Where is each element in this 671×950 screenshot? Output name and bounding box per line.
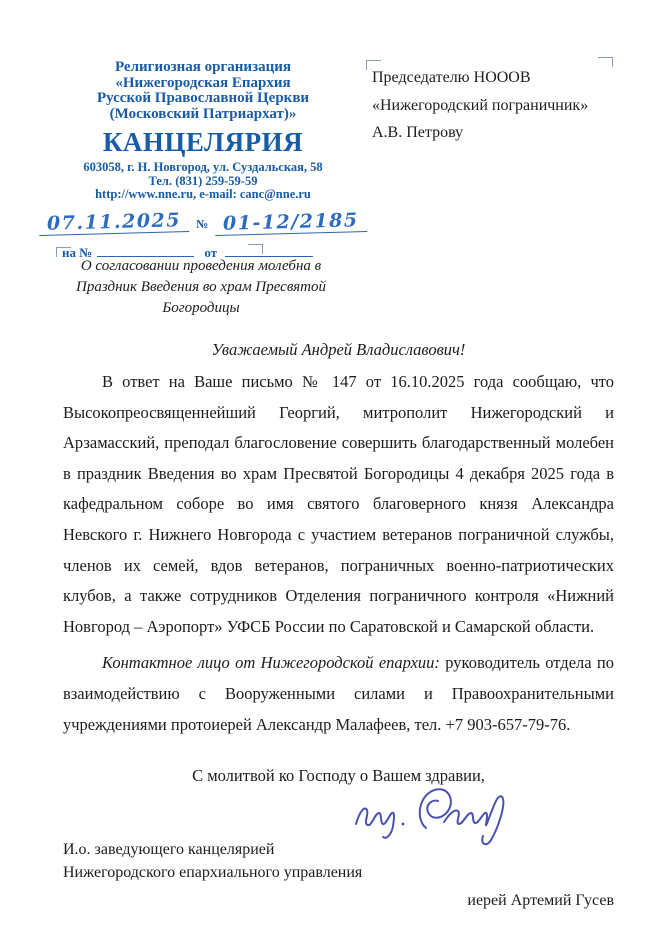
letterhead: [38, 60, 368, 261]
salutation: Уважаемый Андрей Владиславович!: [211, 340, 466, 359]
org-website-email: http://www.nne.ru, e-mail: canc@nne.ru: [95, 187, 311, 201]
addressee-block: [372, 64, 610, 147]
ref-ot-label: от: [204, 244, 218, 260]
signer-position-line: Нижегородского епархиального управления: [63, 864, 363, 882]
handwritten-date: 07.11.2025: [39, 210, 190, 236]
subject-line: О согласовании проведения молебна в Праздник Введения во храм Пресвятой Богородицы: [76, 258, 326, 316]
addressee-line: Председателю НОООВ: [372, 69, 531, 86]
org-phone: Тел. (831) 259-59-59: [148, 173, 258, 188]
closing-phrase: С молитвой ко Господу о Вашем здравии,: [192, 766, 485, 786]
handwritten-signature: [352, 782, 532, 852]
body-paragraph-1: В ответ на Ваше письмо № 147 от 16.10.2025 года сообщаю, что Высокопреосвященнейший Георгий, митрополит Нижегородский и Арзамасский, преподал благословение совершить благодарственный молебен в праздник Введения во храм Пресвятой Богородицы 4 декабря 2025 года в кафедральном соборе во имя святого благоверного князя Александра Невского г. Нижнего Новгорода с участием ветеранов пограничной службы, членов их семей, вдов ветеранов, пограничных военно-патриотических клубов, а также сотрудников Отделения пограничного контроля «Нижний Новгород – Аэропорт» УФСБ России по Саратовской и Самарской области.: [63, 372, 614, 636]
addressee-line: А.В. Петрову: [372, 124, 464, 141]
blank-line: [225, 244, 313, 257]
org-name-line: «Нижегородская Епархия: [115, 74, 291, 91]
department-title: КАНЦЕЛЯРИЯ: [102, 127, 304, 157]
org-name-line: (Московский Патриархат)»: [109, 105, 297, 122]
signer-position-line: И.о. заведующего канцелярией: [63, 841, 275, 859]
contact-details: руководитель отдела по взаимодействию с Вооруженными силами и Правоохранительными учреждениями протоиерей Александр Малафеев, тел. +7 903-657-79-76.: [63, 653, 614, 734]
body-paragraph-2: [63, 648, 614, 740]
contact-lead: Контактное лицо от Нижегородской епархии:: [102, 653, 440, 673]
registration-line: [38, 206, 368, 234]
handwritten-number: 01-12/2185: [215, 210, 367, 236]
signer-name: иерей Артемий Гусев: [467, 892, 614, 910]
org-address: 603058, г. Н. Новгород, ул. Суздальская, 58: [83, 160, 323, 174]
number-sign: №: [196, 216, 209, 231]
blank-line: [97, 244, 194, 257]
org-name-line: Русской Православной Церкви: [96, 90, 310, 106]
ref-na-label: на №: [62, 244, 93, 260]
org-name-line: Религиозная организация: [114, 59, 292, 75]
addressee-line: «Нижегородский пограничник»: [372, 96, 589, 114]
